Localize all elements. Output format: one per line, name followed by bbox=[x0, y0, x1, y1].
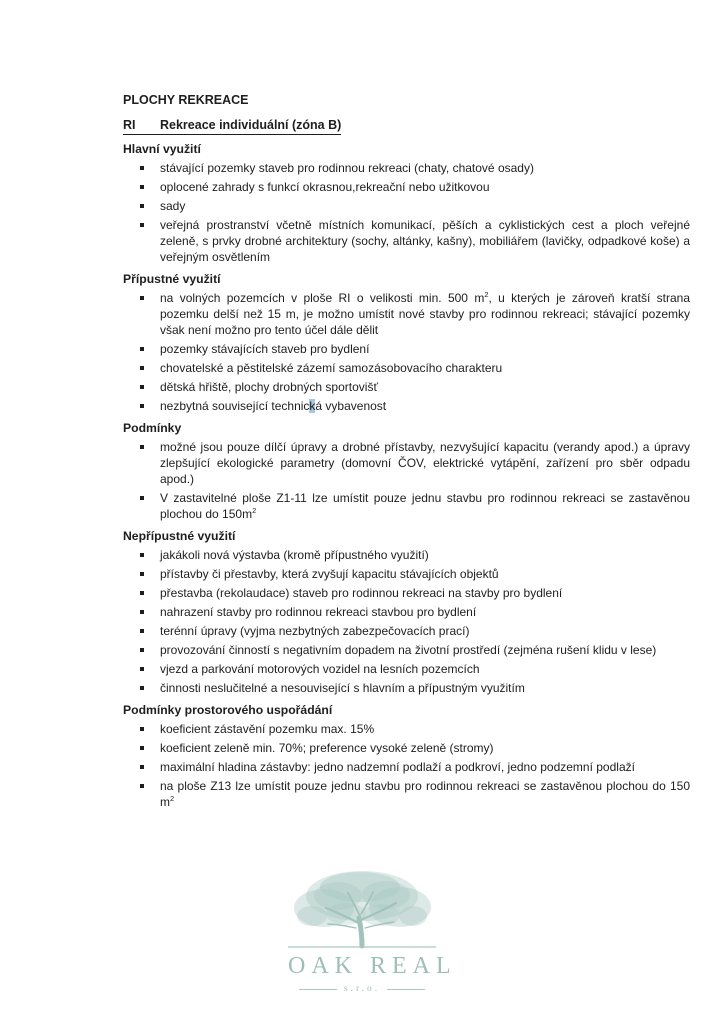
list-item-text: V zastavitelné ploše Z1-11 lze umístit pouze jednu stavbu pro rodinnou rekreaci se zastavěnou plochou do 150m bbox=[160, 491, 690, 521]
list-item bbox=[123, 547, 690, 563]
list-item-text: terénní úpravy (vyjma nezbytných zabezpečovacích prací) bbox=[160, 624, 470, 638]
zone-subtitle bbox=[123, 117, 690, 135]
bullet-list bbox=[123, 439, 690, 522]
list-item bbox=[123, 490, 690, 522]
superscript: 2 bbox=[252, 506, 257, 515]
list-item-text: , u kterých je zároveň kratší strana pozemku delší než 15 m, je možno umístit nové stavby pro rodinnou rekreaci; stávající pozemky však není možno pro tento účel dále dělit bbox=[160, 291, 690, 337]
list-item bbox=[123, 680, 690, 696]
section-heading-nepripustne-vyuziti: Nepřípustné využití bbox=[123, 529, 236, 543]
list-item bbox=[123, 290, 690, 338]
list-item-text: přístavby či přestavby, která zvyšují kapacitu stávajících objektů bbox=[160, 567, 499, 581]
list-item bbox=[123, 198, 690, 214]
list-item bbox=[123, 778, 690, 810]
list-item bbox=[123, 160, 690, 176]
list-item-text: nezbytná související technic bbox=[160, 399, 310, 413]
superscript: 2 bbox=[484, 290, 489, 299]
list-item-text: maximální hladina zástavby: jedno nadzemní podlaží a podkroví, jedno podzemní podlaží bbox=[160, 760, 635, 774]
list-item bbox=[123, 642, 690, 658]
list-item-text: na ploše Z13 lze umístit pouze jednu stavbu pro rodinnou rekreaci se zastavěnou plochou do 150 m bbox=[160, 779, 690, 809]
company-name: OAK REAL bbox=[288, 953, 457, 979]
list-item-text: oplocené zahrady s funkcí okrasnou,rekreační nebo užitkovou bbox=[160, 180, 490, 194]
list-item-text: dětská hřiště, plochy drobných sportovišť bbox=[160, 380, 378, 394]
list-item-text: koeficient zástavění pozemku max. 15% bbox=[160, 722, 375, 736]
list-item-text: nahrazení stavby pro rodinnou rekreaci stavbou pro bydlení bbox=[160, 605, 477, 619]
text-selection-highlight: k bbox=[309, 399, 316, 413]
list-item bbox=[123, 585, 690, 601]
superscript: 2 bbox=[170, 794, 175, 803]
bullet-list bbox=[123, 290, 690, 414]
section-heading-podminky: Podmínky bbox=[123, 421, 182, 435]
list-item-text: provozování činností s negativním dopadem na životní prostředí (zejména rušení klidu v lese) bbox=[160, 643, 657, 657]
suffix-divider-left bbox=[299, 989, 337, 990]
list-item-text: přestavba (rekolaudace) staveb pro rodinnou rekreaci na stavby pro bydlení bbox=[160, 586, 563, 600]
list-item bbox=[123, 379, 690, 395]
section-heading-podminky-prostoroveho-usporadani: Podmínky prostorového uspořádání bbox=[123, 703, 333, 717]
list-item bbox=[123, 341, 690, 357]
company-logo bbox=[282, 866, 457, 994]
list-item-text: sady bbox=[160, 199, 186, 213]
list-item-text: jakákoli nová výstavba (kromě přípustného využití) bbox=[160, 548, 429, 562]
list-item-text: činnosti neslučitelné a nesouvisející s hlavním a přípustným využitím bbox=[160, 681, 525, 695]
bullet-list bbox=[123, 547, 690, 696]
zone-subtitle-underlined bbox=[123, 117, 341, 135]
list-item-text: á vybavenost bbox=[315, 399, 387, 413]
list-item-text: pozemky stávajících staveb pro bydlení bbox=[160, 342, 370, 356]
page-title: PLOCHY REKREACE bbox=[123, 93, 249, 107]
bullet-list bbox=[123, 160, 690, 265]
list-item-text: koeficient zeleně min. 70%; preference vysoké zeleně (stromy) bbox=[160, 741, 494, 755]
suffix-divider-right bbox=[387, 989, 425, 990]
list-item-text: veřejná prostranství včetně místních komunikací, pěších a cyklistických cest a ploch veřejné zeleně, s prvky drobné architektury (sochy, altánky, kašny), mobiliářem (lavičky, odpadkové koše) a veřejným osvětlením bbox=[160, 218, 690, 264]
bullet-list bbox=[123, 721, 690, 810]
zone-code: RI bbox=[123, 118, 136, 132]
company-suffix: s.r.o. bbox=[343, 984, 381, 994]
list-item bbox=[123, 623, 690, 639]
document-body bbox=[123, 92, 690, 813]
list-item-text: chovatelské a pěstitelské zázemí samozásobovacího charakteru bbox=[160, 361, 503, 375]
oak-tree-icon bbox=[286, 866, 438, 950]
list-item bbox=[123, 360, 690, 376]
list-item bbox=[123, 398, 690, 414]
company-suffix-row bbox=[282, 984, 442, 994]
section-heading-hlavni-vyuziti: Hlavní využití bbox=[123, 142, 201, 156]
list-item bbox=[123, 740, 690, 756]
list-item-text: na volných pozemcích v ploše RI o velikosti min. 500 m bbox=[160, 291, 485, 305]
section-heading-pripustne-vyuziti: Přípustné využití bbox=[123, 272, 221, 286]
list-item-text: stávající pozemky staveb pro rodinnou rekreaci (chaty, chatové osady) bbox=[160, 161, 534, 175]
list-item-text: možné jsou pouze dílčí úpravy a drobné přístavby, nezvyšující kapacitu (verandy apod.) a úpravy zlepšující ekologické parametry (domovní ČOV, elektrické vytápění, zařízení pro sběr odpadu apod.) bbox=[160, 440, 690, 486]
list-item bbox=[123, 217, 690, 265]
list-item bbox=[123, 566, 690, 582]
list-item bbox=[123, 721, 690, 737]
list-item bbox=[123, 661, 690, 677]
zone-title: Rekreace individuální (zóna B) bbox=[160, 118, 342, 132]
list-item-text: vjezd a parkování motorových vozidel na lesních pozemcích bbox=[160, 662, 480, 676]
list-item bbox=[123, 439, 690, 487]
list-item bbox=[123, 759, 690, 775]
list-item bbox=[123, 604, 690, 620]
list-item bbox=[123, 179, 690, 195]
